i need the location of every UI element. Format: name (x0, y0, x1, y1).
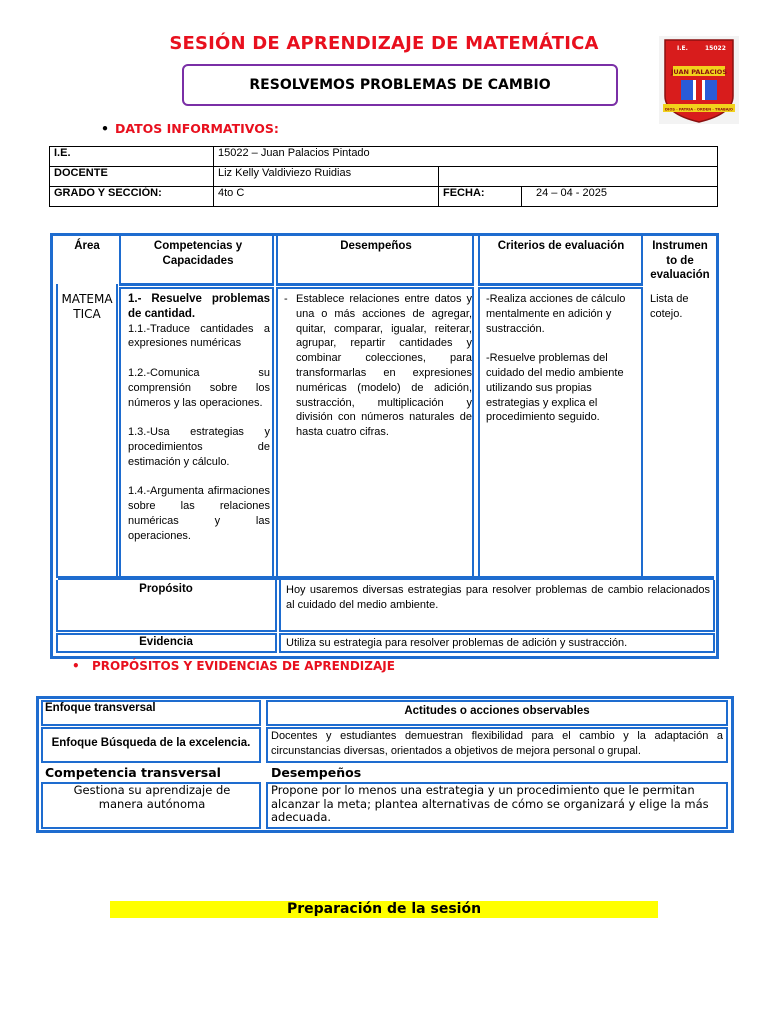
datos-heading-text: DATOS INFORMATIVOS: (115, 121, 279, 136)
competencia-transversal-label: Competencia transversal (45, 765, 221, 780)
competencia-transversal-name: Gestiona su aprendizaje de manera autónoma (73, 783, 231, 811)
criterios-cell (486, 292, 638, 425)
logo-motto: DIOS · PATRIA · ORDEN · TRABAJO (665, 107, 733, 112)
docente-value: Liz Kelly Valdiviezo Ruidias (214, 167, 439, 187)
docente-label: DOCENTE (50, 167, 214, 187)
capacidad-item: 1.2.-Comunica su comprensión sobre los números y las operaciones. (128, 366, 270, 409)
header-competencias: Competencias y Capacidades (153, 240, 243, 267)
ie-label: I.E. (50, 147, 214, 167)
competencia-transversal-desc: Propone por lo menos una estrategia y un procedimiento que le permitan alcanzar la meta; plantea alternativas de cómo se organizará y elige la más adecuada. (271, 783, 709, 824)
proposito-label: Propósito (139, 583, 193, 595)
capacidad-item: 1.4.-Argumenta afirmaciones sobre las relaciones numéricas y las operaciones. (128, 485, 270, 542)
enfoque-name: Enfoque Búsqueda de la excelencia. (51, 737, 251, 749)
table-row (50, 147, 718, 167)
propositos-heading-text: PROPÓSITOS Y EVIDENCIAS DE APRENDIZAJE (92, 659, 395, 673)
criterio-item: -Realiza acciones de cálculo mentalmente en adición y sustracción. (486, 293, 626, 335)
evidencia-label: Evidencia (139, 636, 193, 648)
fecha-label: FECHA: (439, 187, 522, 207)
info-table (49, 146, 718, 207)
datos-heading (101, 121, 279, 136)
area-value: MATEMA TICA (61, 292, 113, 321)
school-logo (659, 36, 739, 124)
actitudes-label: Actitudes o acciones observables (404, 705, 590, 717)
ie-value: 15022 – Juan Palacios Pintado (214, 147, 718, 167)
grado-value: 4to C (214, 187, 439, 207)
capacidad-item: 1.3.-Usa estrategias y procedimientos de estimación y cálculo. (128, 426, 270, 468)
fecha-value: 24 – 04 - 2025 (522, 187, 718, 207)
logo-name: JUAN PALACIOS (671, 68, 727, 76)
bullet-icon: • (72, 659, 80, 673)
evidencia-value: Utiliza su estrategia para resolver problemas de adición y sustracción. (286, 637, 628, 649)
preparacion-title: Preparación de la sesión (110, 901, 658, 918)
table-row (50, 187, 718, 207)
empty-cell (439, 167, 718, 187)
instrumento-value: Lista de cotejo. (650, 293, 689, 320)
capacidad-item: 1.1.-Traduce cantidades a expresiones numéricas (128, 322, 270, 350)
page-title: SESIÓN DE APRENDIZAJE DE MATEMÁTICA (169, 33, 599, 54)
enfoque-label: Enfoque transversal (45, 702, 156, 714)
header-desempenos: Desempeños (340, 240, 412, 252)
competencia-title: 1.- Resuelve problemas de cantidad. (128, 293, 270, 320)
school-crest-icon (659, 36, 739, 124)
session-subtitle: RESOLVEMOS PROBLEMAS DE CAMBIO (182, 64, 618, 106)
header-instrumento: Instrumen to de evaluación (650, 240, 710, 281)
area-frame (56, 284, 118, 578)
header-criterios: Criterios de evaluación (497, 240, 625, 252)
header-area: Área (74, 240, 100, 252)
proposito-value: Hoy usaremos diversas estrategias para resolver problemas de cambio relacionados al cuidado del medio ambiente. (286, 584, 710, 611)
desempeno-text: Establece relaciones entre datos y una o más acciones de agregar, quitar, comparar, igualar, reiterar, agrupar, repartir cantidades y combinar colecciones, para transformarlas en expresiones numéricas (modelo) de adición, sustracción, multiplicación y división con números naturales de hasta cuatro cifras. (296, 293, 472, 439)
logo-number: 15022 (705, 45, 726, 52)
desempenos-label: Desempeños (271, 765, 362, 780)
logo-top-text: I.E. (677, 45, 688, 52)
table-row (50, 167, 718, 187)
criterio-item: -Resuelve problemas del cuidado del medio ambiente utilizando sus propias estrategias y explica el procedimiento seguido. (486, 352, 624, 424)
bullet-icon: • (101, 121, 109, 136)
desempeno-dash: - (284, 293, 288, 305)
enfoque-desc: Docentes y estudiantes demuestran flexibilidad para el cambio y la adaptación a circunstancias diversas, orientados a objetivos de mejora personal o grupal. (271, 730, 723, 757)
grado-label: GRADO Y SECCIÓN: (50, 187, 214, 207)
propositos-heading (72, 659, 395, 673)
competencias-cell (128, 292, 270, 544)
